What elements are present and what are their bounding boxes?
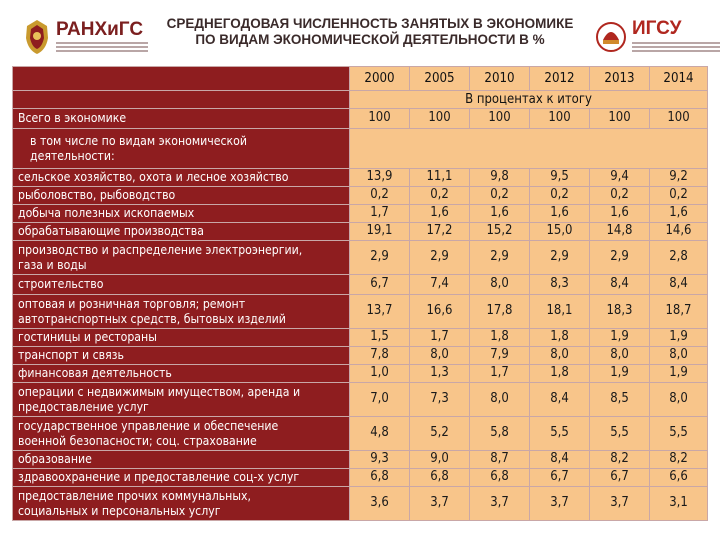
value-cell: 3,7 — [410, 487, 470, 521]
table-row — [13, 295, 708, 329]
total-value: 100 — [350, 109, 410, 129]
subheader-row — [13, 91, 708, 109]
category-intro-row — [13, 129, 708, 169]
value-cell: 3,7 — [530, 487, 590, 521]
category-intro-label: в том числе по видам экономической деятельности: — [13, 129, 350, 169]
value-cell: 1,9 — [650, 329, 708, 347]
value-cell: 9,5 — [530, 169, 590, 187]
value-cell: 8,0 — [470, 275, 530, 295]
value-cell: 5,8 — [470, 417, 530, 451]
value-cell: 2,9 — [590, 241, 650, 275]
value-cell: 0,2 — [410, 187, 470, 205]
value-cell: 4,8 — [350, 417, 410, 451]
value-cell: 0,2 — [530, 187, 590, 205]
row-label: гостиницы и рестораны — [13, 329, 350, 347]
table-row — [13, 205, 708, 223]
value-cell: 0,2 — [590, 187, 650, 205]
value-cell: 17,8 — [470, 295, 530, 329]
value-cell: 18,1 — [530, 295, 590, 329]
total-value: 100 — [410, 109, 470, 129]
year-cell: 2014 — [650, 67, 708, 91]
table-row — [13, 451, 708, 469]
value-cell: 7,8 — [350, 347, 410, 365]
row-label — [13, 241, 350, 275]
value-cell: 1,5 — [350, 329, 410, 347]
value-cell: 9,8 — [470, 169, 530, 187]
value-cell: 15,2 — [470, 223, 530, 241]
igsu-logo — [596, 18, 716, 58]
row-label: сельское хозяйство, охота и лесное хозяйство — [13, 169, 350, 187]
value-cell: 2,9 — [410, 241, 470, 275]
value-cell: 2,9 — [530, 241, 590, 275]
row-label-text: операции с недвижимым имуществом, аренда и предоставление услуг — [18, 385, 301, 414]
value-cell: 9,4 — [590, 169, 650, 187]
value-cell: 3,1 — [650, 487, 708, 521]
table-row — [13, 275, 708, 295]
value-cell: 8,2 — [650, 451, 708, 469]
year-header-row — [13, 67, 708, 91]
crest-icon — [22, 18, 52, 56]
total-value: 100 — [650, 109, 708, 129]
value-cell: 9,2 — [650, 169, 708, 187]
row-label-text: государственное управление и обеспечение военной безопасности; соц. страхование — [18, 419, 279, 448]
table-row — [13, 365, 708, 383]
row-label — [13, 487, 350, 521]
value-cell: 1,6 — [650, 205, 708, 223]
value-cell: 1,7 — [470, 365, 530, 383]
row-label: строительство — [13, 275, 350, 295]
subheader-blank-cell — [13, 91, 350, 109]
row-label-text: предоставление прочих коммунальных, социальных и персональных услуг — [18, 489, 251, 518]
value-cell: 0,2 — [350, 187, 410, 205]
page-header — [0, 0, 720, 66]
row-label: образование — [13, 451, 350, 469]
employment-table — [12, 66, 708, 521]
value-cell: 6,7 — [350, 275, 410, 295]
title-line-1: СРЕДНЕГОДОВАЯ ЧИСЛЕННОСТЬ ЗАНЯТЫХ В ЭКОНОМИКЕ — [166, 16, 574, 31]
value-cell: 14,6 — [650, 223, 708, 241]
value-cell: 1,6 — [410, 205, 470, 223]
table-row — [13, 383, 708, 417]
value-cell: 1,6 — [470, 205, 530, 223]
value-cell: 1,7 — [410, 329, 470, 347]
value-cell: 8,0 — [410, 347, 470, 365]
year-cell: 2000 — [350, 67, 410, 91]
table-row — [13, 187, 708, 205]
value-cell: 0,2 — [470, 187, 530, 205]
value-cell: 8,7 — [470, 451, 530, 469]
table-row — [13, 223, 708, 241]
value-cell: 8,3 — [530, 275, 590, 295]
value-cell: 8,5 — [590, 383, 650, 417]
value-cell: 19,1 — [350, 223, 410, 241]
value-cell: 11,1 — [410, 169, 470, 187]
total-value: 100 — [470, 109, 530, 129]
value-cell: 6,6 — [650, 469, 708, 487]
value-cell: 7,4 — [410, 275, 470, 295]
row-label: финансовая деятельность — [13, 365, 350, 383]
ranepa-logo-text: РАНХиГС — [56, 19, 144, 40]
ranepa-logo — [22, 18, 152, 58]
value-cell: 15,0 — [530, 223, 590, 241]
row-label: добыча полезных ископаемых — [13, 205, 350, 223]
value-cell: 9,0 — [410, 451, 470, 469]
table-row — [13, 169, 708, 187]
row-label: здравоохранение и предоставление соц-х услуг — [13, 469, 350, 487]
row-label-text: производство и распределение электроэнергии, газа и воды — [18, 243, 303, 272]
value-cell: 3,6 — [350, 487, 410, 521]
value-cell: 13,7 — [350, 295, 410, 329]
table-row — [13, 329, 708, 347]
table-row — [13, 417, 708, 451]
logo-subtitle-lines — [56, 42, 148, 54]
value-cell: 2,9 — [470, 241, 530, 275]
value-cell: 7,9 — [470, 347, 530, 365]
value-cell: 7,3 — [410, 383, 470, 417]
value-cell: 6,7 — [530, 469, 590, 487]
row-label — [13, 383, 350, 417]
value-cell: 5,5 — [650, 417, 708, 451]
value-cell: 8,0 — [650, 383, 708, 417]
logo-subtitle-lines — [632, 42, 720, 54]
value-cell: 2,8 — [650, 241, 708, 275]
year-cell: 2010 — [470, 67, 530, 91]
value-cell: 5,5 — [590, 417, 650, 451]
title-line-2: ПО ВИДАМ ЭКОНОМИЧЕСКОЙ ДЕЯТЕЛЬНОСТИ В % — [195, 32, 545, 47]
value-cell: 8,0 — [470, 383, 530, 417]
igsu-logo-text: ИГСУ — [632, 18, 682, 39]
value-cell: 5,2 — [410, 417, 470, 451]
table-row — [13, 487, 708, 521]
table-row — [13, 469, 708, 487]
value-cell: 6,8 — [350, 469, 410, 487]
total-label: Всего в экономике — [13, 109, 350, 129]
year-cell: 2012 — [530, 67, 590, 91]
total-value: 100 — [530, 109, 590, 129]
value-cell: 1,9 — [590, 329, 650, 347]
page-title — [150, 16, 590, 48]
value-cell: 1,9 — [590, 365, 650, 383]
value-cell: 8,0 — [530, 347, 590, 365]
value-cell: 1,7 — [350, 205, 410, 223]
value-cell: 3,7 — [590, 487, 650, 521]
value-cell: 1,8 — [530, 329, 590, 347]
emblem-icon — [596, 18, 626, 56]
year-cell: 2013 — [590, 67, 650, 91]
total-value: 100 — [590, 109, 650, 129]
value-cell: 14,8 — [590, 223, 650, 241]
value-cell: 18,3 — [590, 295, 650, 329]
value-cell: 7,0 — [350, 383, 410, 417]
row-label-text: оптовая и розничная торговля; ремонт автотранспортных средств, бытовых изделий — [18, 297, 286, 326]
value-cell: 9,3 — [350, 451, 410, 469]
total-row — [13, 109, 708, 129]
row-label: транспорт и связь — [13, 347, 350, 365]
value-cell: 8,4 — [530, 451, 590, 469]
value-cell: 6,8 — [470, 469, 530, 487]
value-cell: 8,0 — [650, 347, 708, 365]
header-blank-cell — [13, 67, 350, 91]
value-cell: 8,0 — [590, 347, 650, 365]
value-cell: 1,9 — [650, 365, 708, 383]
value-cell: 8,2 — [590, 451, 650, 469]
value-cell: 6,8 — [410, 469, 470, 487]
value-cell: 1,8 — [530, 365, 590, 383]
value-cell: 1,6 — [590, 205, 650, 223]
row-label — [13, 295, 350, 329]
value-cell: 6,7 — [590, 469, 650, 487]
value-cell: 17,2 — [410, 223, 470, 241]
row-label: обрабатывающие производства — [13, 223, 350, 241]
value-cell: 1,3 — [410, 365, 470, 383]
value-cell: 1,8 — [470, 329, 530, 347]
value-cell: 5,5 — [530, 417, 590, 451]
value-cell: 3,7 — [470, 487, 530, 521]
year-cell: 2005 — [410, 67, 470, 91]
category-intro-blank — [350, 129, 708, 169]
value-cell: 18,7 — [650, 295, 708, 329]
value-cell: 8,4 — [590, 275, 650, 295]
value-cell: 16,6 — [410, 295, 470, 329]
table-row — [13, 347, 708, 365]
row-label: рыболовство, рыбоводство — [13, 187, 350, 205]
value-cell: 1,6 — [530, 205, 590, 223]
value-cell: 8,4 — [530, 383, 590, 417]
value-cell: 2,9 — [350, 241, 410, 275]
subheader-cell: В процентах к итогу — [350, 91, 708, 109]
value-cell: 8,4 — [650, 275, 708, 295]
value-cell: 13,9 — [350, 169, 410, 187]
value-cell: 1,0 — [350, 365, 410, 383]
value-cell: 0,2 — [650, 187, 708, 205]
table-row — [13, 241, 708, 275]
row-label — [13, 417, 350, 451]
